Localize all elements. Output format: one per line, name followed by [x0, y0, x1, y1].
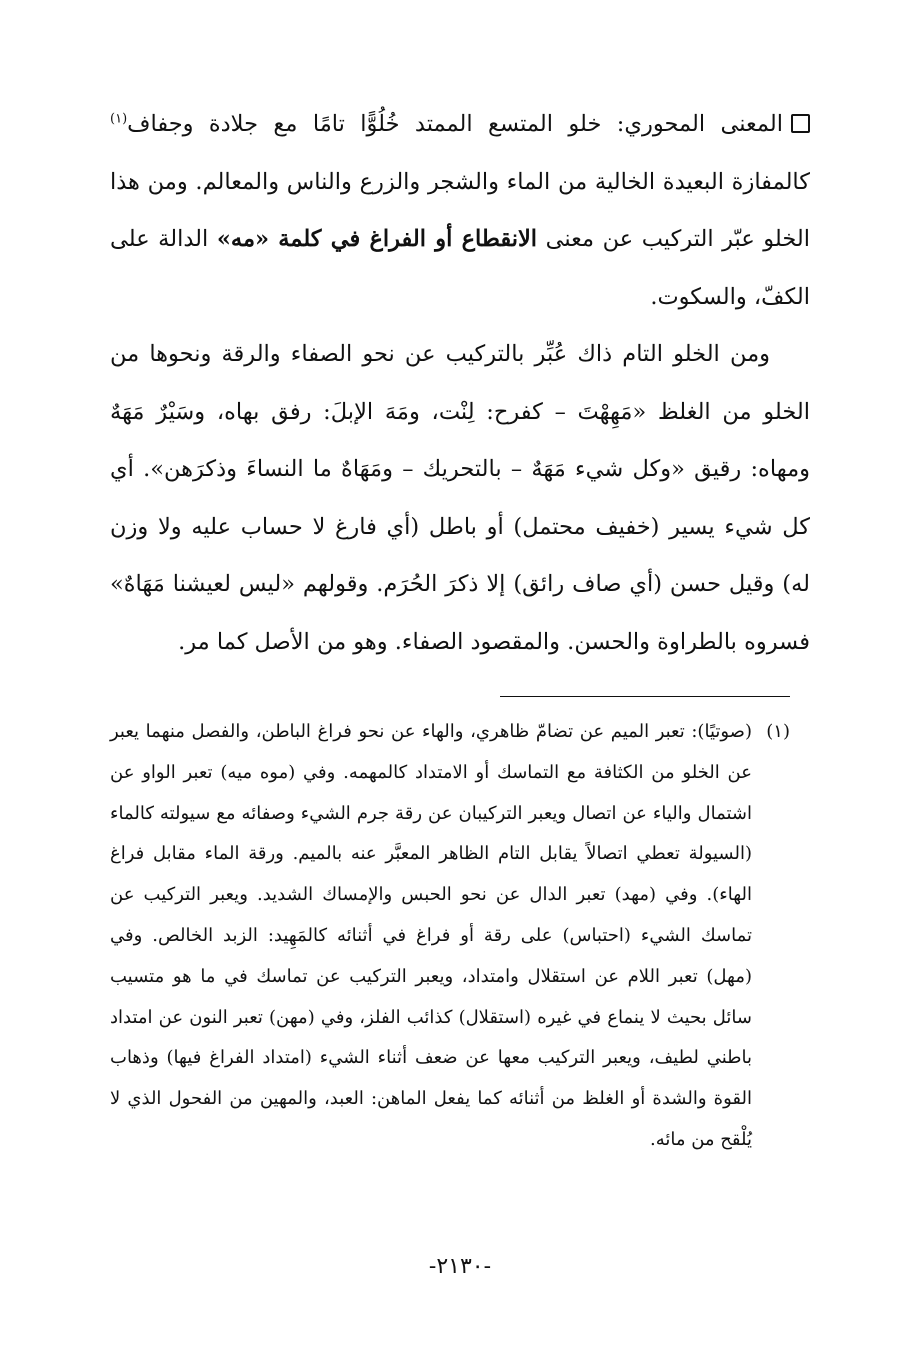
main-text — [110, 96, 810, 671]
footnote-reference[interactable]: (١) — [110, 111, 128, 127]
footnote-number: (١) — [766, 721, 790, 742]
paragraph-1 — [110, 96, 810, 326]
paragraph-1-end: الدالة على الكفّ، والسكوت. — [110, 226, 810, 310]
footnote-text: (صوتيًا): تعبر الميم عن تضامّ ظاهري، والهاء عن نحو فراغ الباطن، والفصل منهما يعبر عن الخلو من الكثافة مع التماسك أو الامتداد كالمهمه. وفي (موه ميه) تعبر الواو عن اشتمال والياء عن اتصال ويعبر التركيبان عن رقة جرم الشيء وصفائه مع سيولته كالماء (السيولة تعطي اتصالاً يقابل التام الظاهر المعبَّر عنه بالميم. ورقة الماء مقابل فراغ الهاء). وفي (مهد) تعبر الدال عن نحو الحبس والإمساك الشديد. ويعبر التركيب عن تماسك الشيء (احتباس) على رقة أو فراغ في أثنائه كالمَهِيد: الزبد الخالص. وفي (مهل) تعبر اللام عن استقلال وامتداد، ويعبر التركيب عن تماسك في ما هو متسيب سائل بحيث لا ينماع في غيره (استقلال) كذائب الفلز، وفي (مهن) تعبر النون عن امتداد باطني لطيف، ويعبر التركيب معها عن ضعف أثناء الشيء (امتداد الفراغ فيها) وذهاب القوة والشدة أو الغلظ من أثنائه كما يفعل الماهن: العبد، والمهين من الفحول الذي لا يُلْقح من مائه. — [110, 721, 752, 1150]
square-bullet-icon — [791, 114, 810, 133]
page-number: -٢١٣٠- — [428, 1254, 492, 1279]
paragraph-2: ومن الخلو التام ذاك عُبِّر بالتركيب عن نحو الصفاء والرقة ونحوها من الخلو من الغلظ «مَهِهْتَ – كفرح: لِنْت، ومَهَ الإبلَ: رفق بهاه، وسَيْرٌ مَهَهٌ ومهاه: رقيق «وكل شيء مَهَهٌ – بالتحريك – ومَهَاهٌ ما النساءَ وذكرَهن». أي كل شيء يسير (خفيف محتمل) أو باطل (أي فارغ لا حساب عليه ولا وزن له) وقيل حسن (أي صاف رائق) إلا ذكرَ الحُرَم. وقولهم «ليس لعيشنا مَهَاهٌ» فسروه بالطراوة والحسن. والمقصود الصفاء. وهو من الأصل كما مر. — [110, 341, 810, 655]
footnote-divider — [500, 696, 790, 697]
paragraph-1-lead: المعنى المحوري: خلو المتسع الممتد خُلُوًّا تامًا مع جلادة وجفاف — [127, 111, 783, 137]
footnote-1 — [110, 712, 790, 1161]
paragraph-1-bold: الانقطاع أو الفراغ في كلمة «مه» — [216, 226, 538, 252]
paragraph-1-text: كالمفازة البعيدة الخالية من الماء والشجر والزرع والناس والمعالم. ومن هذا الخلو عبّر التركيب عن معنى — [110, 168, 811, 252]
footnotes — [110, 712, 790, 1161]
